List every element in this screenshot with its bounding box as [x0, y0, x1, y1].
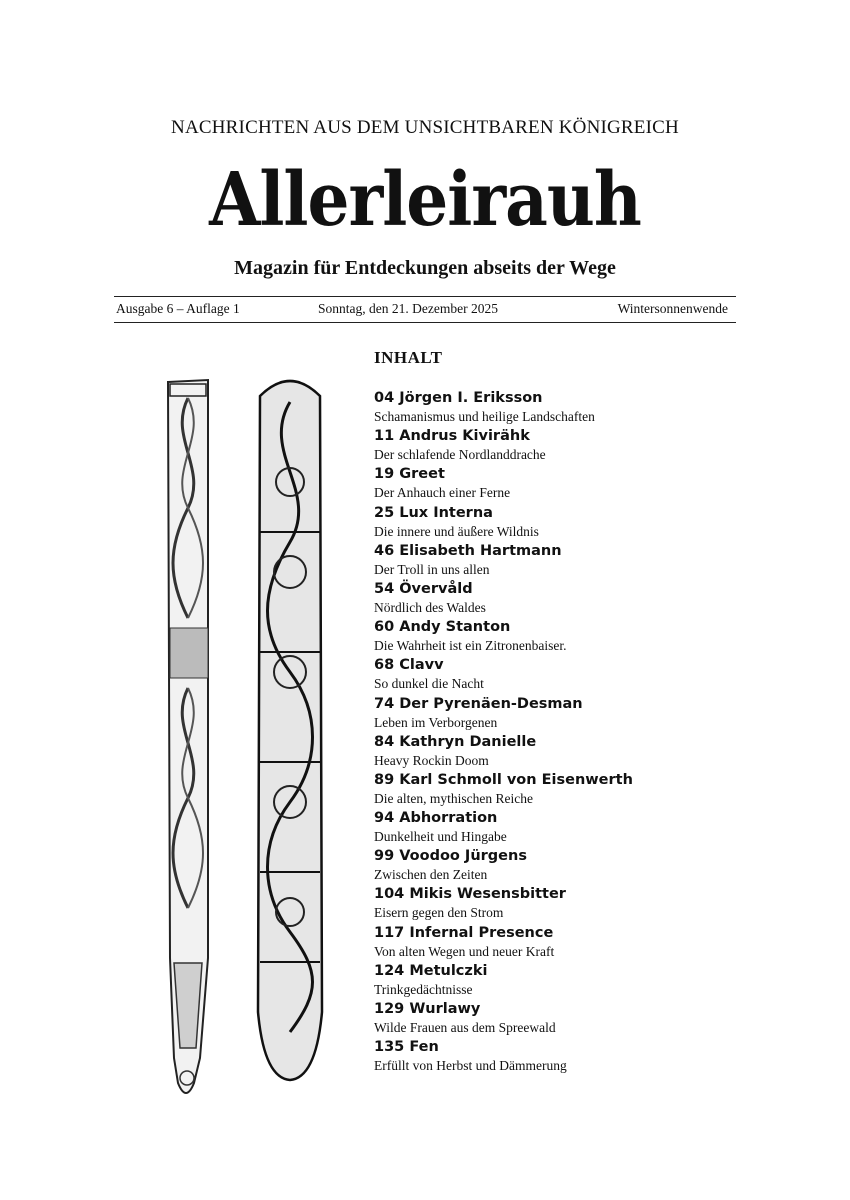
toc-title: 99 Voodoo Jürgens — [374, 848, 527, 865]
toc-entry — [374, 961, 754, 999]
toc-entry — [374, 884, 754, 922]
toc-description: Der Anhauch einer Ferne — [374, 485, 511, 501]
issue-occasion: Wintersonnenwende — [617, 301, 728, 316]
toc-title: 04 Jörgen I. Eriksson — [374, 390, 543, 406]
toc-description: Leben im Verborgenen — [374, 714, 498, 730]
toc-description: Heavy Rockin Doom — [374, 752, 489, 768]
toc-entry — [374, 426, 754, 464]
toc-title: 68 Clavv — [374, 657, 444, 674]
toc-title: 60 Andy Stanton — [374, 619, 511, 636]
toc-title: 11 Andrus Kivirähk — [374, 428, 530, 445]
toc-entry — [374, 808, 754, 846]
issue-info-bar — [114, 296, 736, 323]
toc-entry — [374, 655, 754, 693]
toc-description: Wilde Frauen aus dem Spreewald — [374, 1020, 556, 1035]
toc-entry — [374, 503, 754, 541]
toc-title: 135 Fen — [374, 1039, 439, 1056]
toc-title: 74 Der Pyrenäen-Desman — [374, 695, 583, 712]
toc-entry — [374, 770, 754, 808]
toc-entry — [374, 579, 754, 617]
toc-entry — [374, 923, 754, 961]
toc-description: Trinkgedächtnisse — [374, 981, 473, 997]
toc-description: Die alten, mythischen Reiche — [374, 790, 533, 806]
toc-title: 124 Metulczki — [374, 962, 488, 979]
toc-description: Dunkelheit und Hingabe — [374, 829, 507, 845]
toc-entry — [374, 617, 754, 655]
toc-title: 25 Lux Interna — [374, 504, 493, 521]
toc-entry — [374, 846, 754, 884]
toc-description: Eisern gegen den Strom — [374, 905, 504, 921]
toc-description: Zwischen den Zeiten — [374, 867, 488, 883]
scabbard-illustration-right — [250, 372, 330, 1084]
toc-description: Der Troll in uns allen — [374, 561, 490, 577]
toc-title: 104 Mikis Wesensbitter — [374, 886, 566, 903]
toc-description: Von alten Wegen und neuer Kraft — [374, 943, 555, 959]
table-of-contents — [374, 388, 754, 1075]
toc-title: 89 Karl Schmoll von Eisenwerth — [374, 771, 633, 788]
toc-title: 117 Infernal Presence — [374, 924, 554, 941]
toc-entry — [374, 694, 754, 732]
scabbard-illustration-left — [160, 378, 220, 1106]
toc-entry — [374, 999, 754, 1037]
toc-description: Schamanismus und heilige Landschaften — [374, 409, 595, 424]
toc-description: So dunkel die Nacht — [374, 676, 484, 692]
toc-title: 19 Greet — [374, 466, 445, 483]
masthead-title: Allerleirauh — [209, 155, 641, 243]
toc-title: 94 Abhorration — [374, 810, 498, 827]
issue-number: Ausgabe 6 – Auflage 1 — [116, 301, 240, 316]
kicker-line: NACHRICHTEN AUS DEM UNSICHTBAREN KÖNIGREICH — [171, 117, 679, 138]
toc-entry — [374, 1037, 754, 1075]
toc-description: Nördlich des Waldes — [374, 599, 486, 615]
toc-description: Die Wahrheit ist ein Zitronenbaiser. — [374, 638, 567, 654]
toc-entry — [374, 464, 754, 502]
toc-description: Erfüllt von Herbst und Dämmerung — [374, 1058, 567, 1074]
toc-entry — [374, 732, 754, 770]
toc-entry — [374, 541, 754, 579]
contents-heading: INHALT — [374, 348, 443, 367]
toc-title: 84 Kathryn Danielle — [374, 733, 537, 750]
toc-title: 129 Wurlawy — [374, 1001, 481, 1017]
toc-description: Die innere und äußere Wildnis — [374, 523, 539, 539]
toc-title: 54 Övervåld — [374, 580, 473, 597]
issue-date: Sonntag, den 21. Dezember 2025 — [318, 301, 498, 316]
magazine-subtitle: Magazin für Entdeckungen abseits der Wege — [234, 257, 616, 279]
toc-entry — [374, 388, 754, 426]
toc-description: Der schlafende Nordlanddrache — [374, 447, 546, 463]
toc-title: 46 Elisabeth Hartmann — [374, 542, 562, 559]
